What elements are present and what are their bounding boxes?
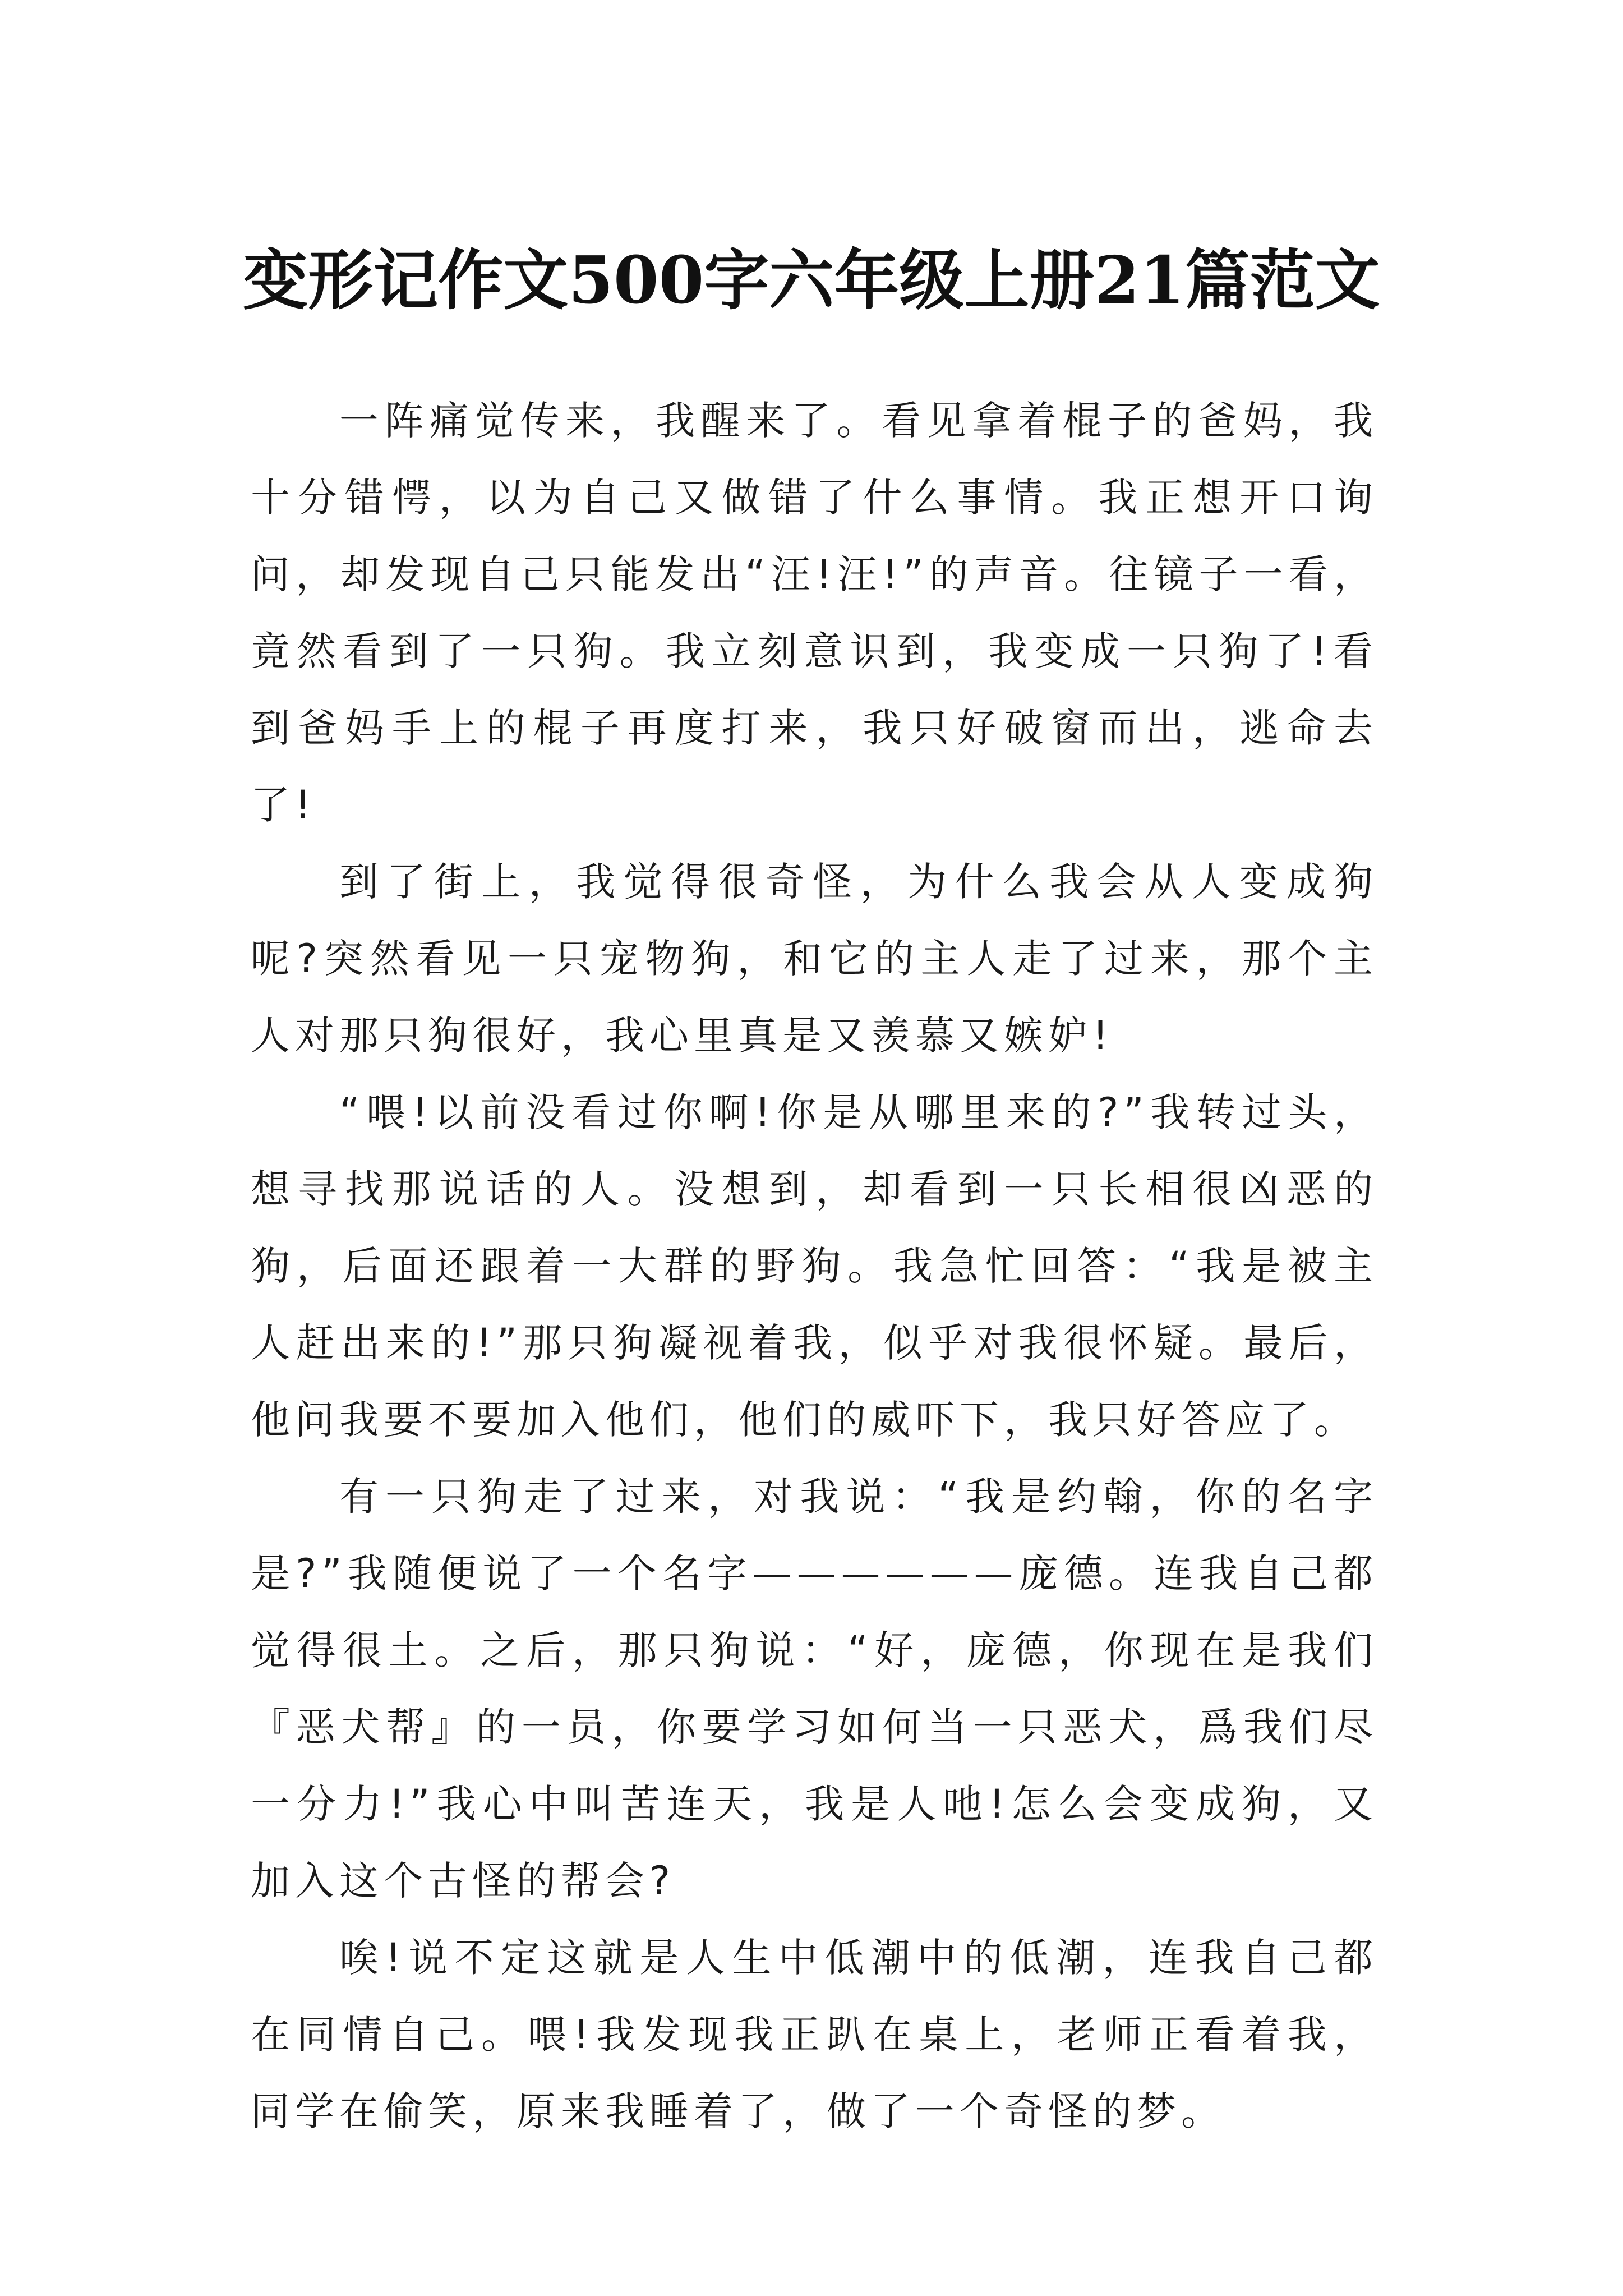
essay-paragraph-1: 一阵痛觉传来，我醒来了。看见拿着棍子的爸妈，我十分错愕，以为自己又做错了什么事情。我正想开口询问，却发现自己只能发出“汪!汪!”的声音。往镜子一看，竟然看到了一只狗。我立刻意识到，我变成一只狗了!看到爸妈手上的棍子再度打来，我只好破窗而出，逃命去了! xyxy=(251,398,1378,828)
document-title: 变形记作文500字六年级上册21篇范文 xyxy=(243,242,1380,319)
essay-paragraph-2: 到了街上，我觉得很奇怪，为什么我会从人变成狗呢?突然看见一只宠物狗，和它的主人走了过来，那个主人对那只狗很好，我心里真是又羡慕又嫉妒! xyxy=(251,859,1378,1059)
essay-paragraph-3: “喂!以前没看过你啊!你是从哪里来的?”我转过头，想寻找那说话的人。没想到，却看到一只长相很凶恶的狗，后面还跟着一大群的野狗。我急忙回答：“我是被主人赶出来的!”那只狗凝视着我，似乎对我很怀疑。最后，他问我要不要加入他们，他们的威吓下，我只好答应了。 xyxy=(251,1089,1378,1443)
essay-paragraph-4: 有一只狗走了过来，对我说：“我是约翰，你的名字是?”我随便说了一个名字——————庞德。连我自己都觉得很土。之后，那只狗说：“好，庞德，你现在是我们『恶犬帮』的一员，你要学习如何当一只恶犬，爲我们尽一分力!”我心中叫苦连天，我是人吔!怎么会变成狗，又加入这个古怪的帮会? xyxy=(251,1474,1378,1904)
essay-paragraph-5: 唉!说不定这就是人生中低潮中的低潮，连我自己都在同情自己。喂!我发现我正趴在桌上，老师正看着我，同学在偷笑，原来我睡着了，做了一个奇怪的梦。 xyxy=(251,1935,1378,2134)
essay-body xyxy=(251,383,1378,2150)
